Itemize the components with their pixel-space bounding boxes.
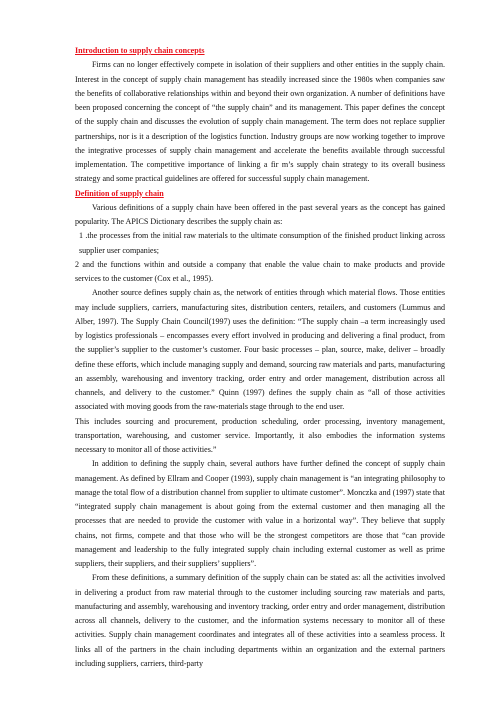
list-item-2: 2 and the functions within and outside a company that enable the value chain to make products and provide services to the customer (Cox et al., 1995). [75, 259, 445, 283]
paragraph-summary-definition: From these definitions, a summary definition of the supply chain can be stated as: all the activities involved in delivering a product from raw material through to the customer including sourcing raw materials and parts, manufacturing and assembly, warehousing and inventory tracking, order entry and order management, distribution across all channels, delivery to the customer, and the information systems necessary to monitor all of these activities. Supply chain management coordinates and integrates all of these activities into a seamless process. It links all of the partners in the chain including departments within an organization and the external partners including suppliers, carriers, third-party [75, 573, 445, 668]
section-heading-introduction: Introduction to supply chain concepts [75, 46, 205, 55]
section-heading-definition: Definition of supply chain [75, 188, 164, 198]
paragraph-definition-intro: Various definitions of a supply chain have been offered in the past several years as the concept has gained popularity. The APICS Dictionary describes the supply chain as: [75, 202, 445, 226]
paragraph-another-source: Another source defines supply chain as, the network of entities through which material flows. Those entities may include suppliers, carriers, manufacturing sites, distribution centers, retailers, and customers (Lummus and Alber, 1997). The Supply Chain Council(1997) uses the definition: “The supply chain –a term increasingly used by logistics professionals – encompasses every effort involved in producing and delivering a final product, from the supplier’s supplier to the customer’s customer. Four basic processes – plan, source, make, deliver – broadly define these efforts, which include managing supply and demand, sourcing raw materials and parts, manufacturing an assembly, warehousing and inventory tracking, order entry and order management, distribution across all channels, and delivery to the customer.” Quinn (1997) defines the supply chain as “all of those activities associated with moving goods from the raw-materials stage through to the end user. [75, 288, 445, 412]
document-page [75, 44, 445, 671]
paragraph-includes-sourcing: This includes sourcing and procurement, production scheduling, order processing, inventory management, transportation, warehousing, and customer service. Importantly, it also embodies the information systems necessary to monitor all of those activities.” [75, 416, 445, 454]
paragraph-supply-chain-management: In addition to defining the supply chain, several authors have further defined the concept of supply chain management. As defined by Ellram and Cooper (1993), supply chain management is “an integrating philosophy to manage the total flow of a distribution channel from supplier to ultimate customer”. Monczka and (1997) state that “integrated supply chain management is about going from the external customer and then managing all the processes that are needed to provide the customer with value in a horizontal way”. They believe that supply chains, not firms, compete and that those who will be the strongest competitors are those that “can provide management and leadership to the fully integrated supply chain including external customer as well as prime suppliers, their suppliers, and their suppliers’ suppliers”. [75, 459, 445, 568]
paragraph-introduction: Firms can no longer effectively compete in isolation of their suppliers and other entities in the supply chain. Interest in the concept of supply chain management has steadily increased since the 1980s when companies saw the benefits of collaborative relationships within and beyond their own organization. A number of definitions have been proposed concerning the concept of “the supply chain” and its management. This paper defines the concept of the supply chain and discusses the evolution of supply chain management. The term does not replace supplier partnerships, nor is it a description of the logistics function. Industry groups are now working together to improve the integrative processes of supply chain management and accelerate the benefits available through successful implementation. The competitive importance of linking a fir m’s supply chain strategy to its overall business strategy and some practical guidelines are offered for successful supply chain management. [75, 60, 445, 184]
list-item-1: 1 .the processes from the initial raw materials to the ultimate consumption of the finished product linking across supplier user companies; [79, 231, 445, 255]
